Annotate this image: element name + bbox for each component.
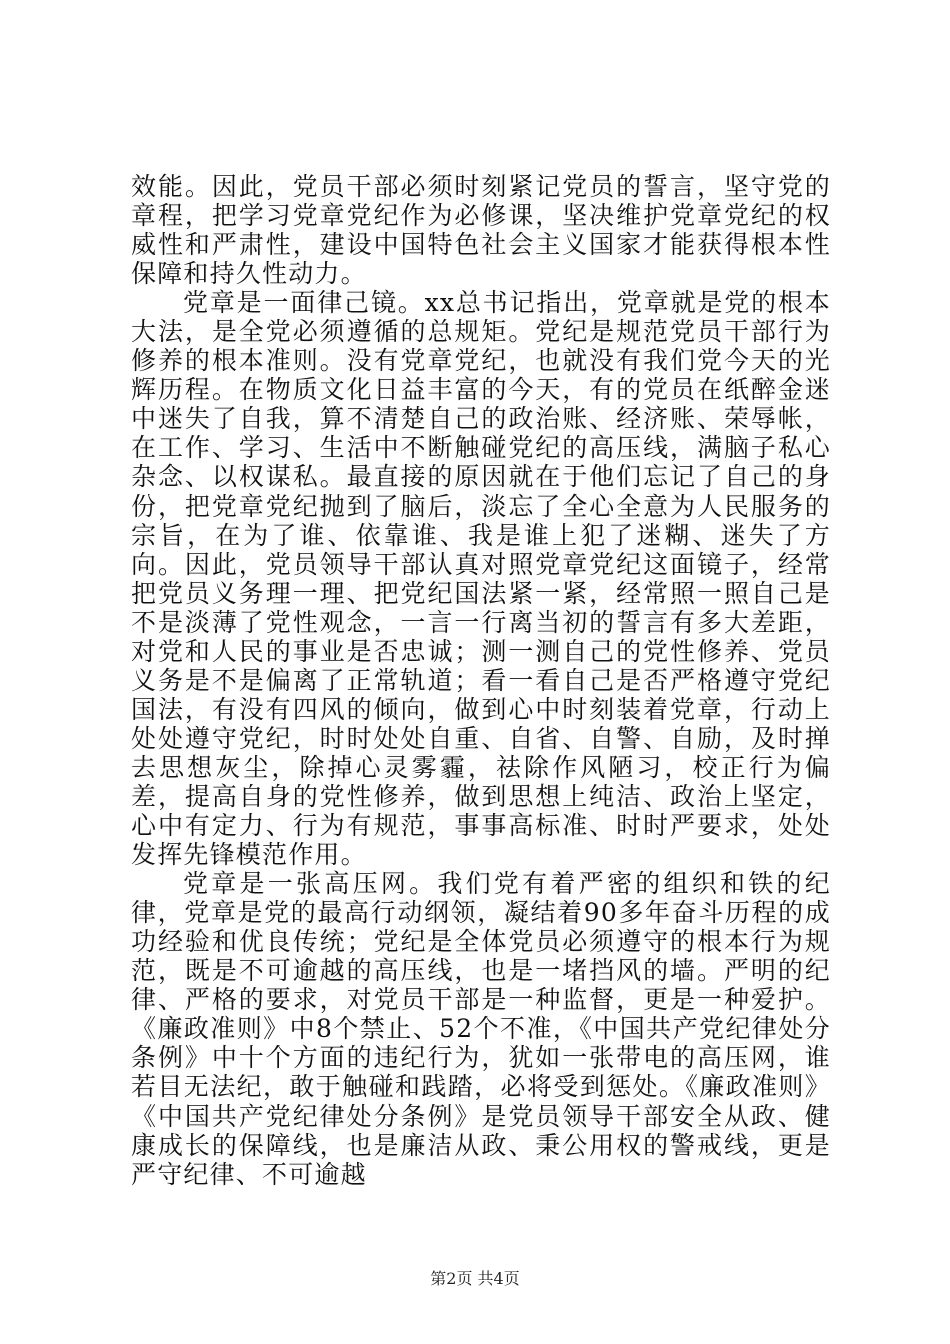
page-footer: 第2页 共4页 xyxy=(430,1269,520,1288)
paragraph-high-voltage-net: 党章是一张高压网。我们党有着严密的组织和铁的纪律，党章是党的最高行动纲领，凝结着90多年奋斗历程的成功经验和优良传统；党纪是全体党员必须遵守的根本行为规范，既是不可逾越的高压线，也是一堵挡风的墙。严明的纪律、严格的要求，对党员干部是一种监督，更是一种爱护。《廉政准则》中8个禁止、52个不准，《中国共产党纪律处分条例》中十个方面的违纪行为，犹如一张带电的高压网，谁若目无法纪，敢于触碰和践踏，必将受到惩处。《廉政准则》《中国共产党纪律处分条例》是党员领导干部安全从政、健康成长的保障线，也是廉洁从政、秉公用权的警戒线，更是严守纪律、不可逾越 xyxy=(131,869,831,1189)
paragraph-continuation: 效能。因此，党员干部必须时刻紧记党员的誓言，坚守党的章程，把学习党章党纪作为必修课，坚决维护党章党纪的权威性和严肃性，建设中国特色社会主义国家才能获得根本性保障和持久性动力。 xyxy=(131,172,831,289)
paragraph-self-discipline-mirror: 党章是一面律己镜。xx总书记指出，党章就是党的根本大法，是全党必须遵循的总规矩。党纪是规范党员干部行为修养的根本准则。没有党章党纪，也就没有我们党今天的光辉历程。在物质文化日益丰富的今天，有的党员在纸醉金迷中迷失了自我，算不清楚自己的政治账、经济账、荣辱帐，在工作、学习、生活中不断触碰党纪的高压线，满脑子私心杂念、以权谋私。最直接的原因就在于他们忘记了自己的身份，把党章党纪抛到了脑后，淡忘了全心全意为人民服务的宗旨，在为了谁、依靠谁、我是谁上犯了迷糊、迷失了方向。因此，党员领导干部认真对照党章党纪这面镜子，经常把党员义务理一理、把党纪国法紧一紧，经常照一照自己是不是淡薄了党性观念，一言一行离当初的誓言有多大差距，对党和人民的事业是否忠诚；测一测自己的党性修养、党员义务是不是偏离了正常轨道；看一看自己是否严格遵守党纪国法，有没有四风的倾向，做到心中时刻装着党章，行动上处处遵守党纪，时时处处自重、自省、自警、自励，及时掸去思想灰尘，除掉心灵雾霾，祛除作风陋习，校正行为偏差，提高自身的党性修养，做到思想上纯洁、政治上坚定，心中有定力、行为有规范，事事高标准、时时严要求，处处发挥先锋模范作用。 xyxy=(131,288,831,870)
document-body xyxy=(131,172,831,1189)
